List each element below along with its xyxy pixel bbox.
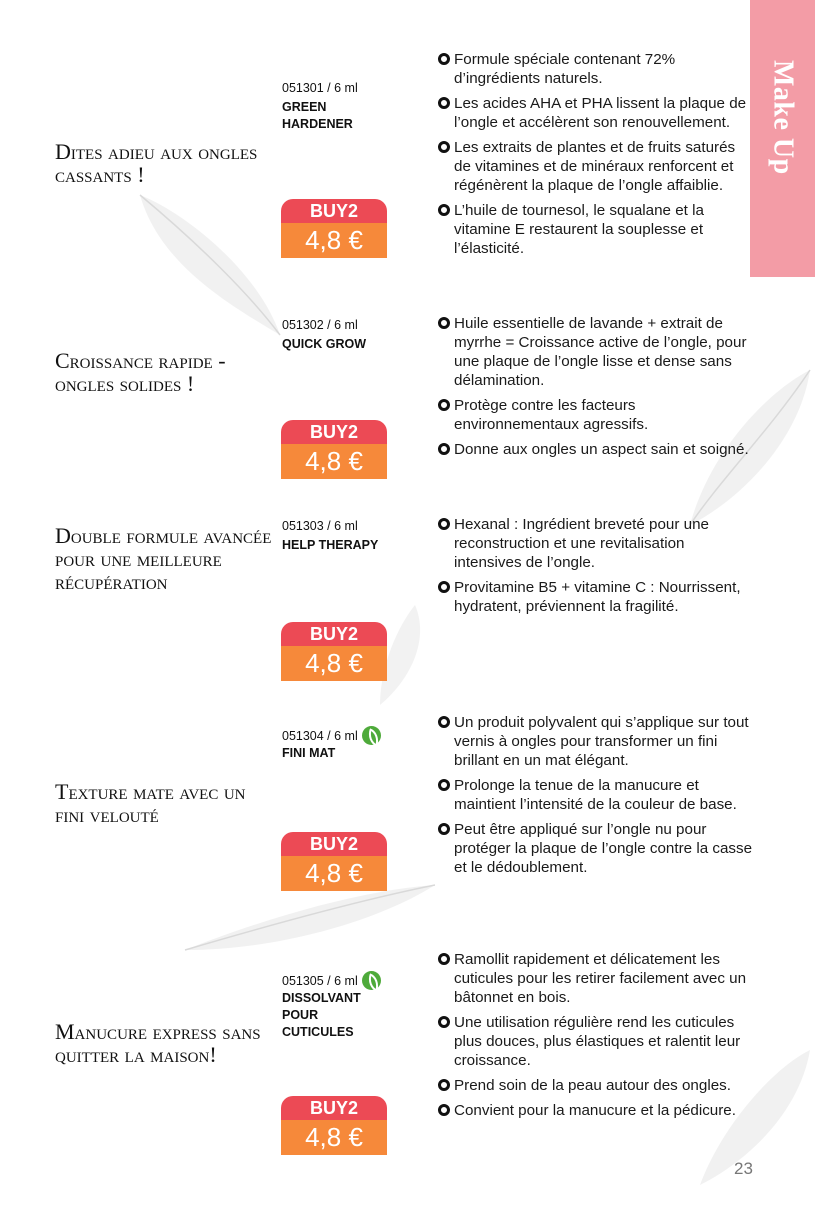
feature-item: Convient pour la manucure et la pédicure. — [438, 1101, 756, 1120]
badge-offer: BUY2 — [281, 622, 387, 646]
feather-decoration — [120, 185, 290, 345]
feature-list — [438, 515, 756, 622]
feature-list — [438, 314, 756, 465]
price-badge — [281, 1096, 387, 1155]
product-code-text: 051304 / 6 ml — [282, 728, 358, 743]
feature-item: Les acides AHA et PHA lissent la plaque de l’ongle et accélèrent son renouvellement. — [438, 94, 756, 132]
product-headline: Dites adieu aux ongles cassants ! — [55, 139, 258, 187]
product-name: HELP THERAPY — [282, 538, 379, 552]
product-name: DISSOLVANT POUR CUTICULES — [282, 991, 361, 1039]
badge-price: 4,8 € — [281, 444, 387, 479]
feature-list — [438, 50, 756, 264]
bullet-icon — [438, 1016, 450, 1028]
product-name: QUICK GROW — [282, 337, 367, 351]
product-headline: Croissance rapide - ongles solides ! — [55, 348, 226, 396]
feature-item: Prolonge la tenue de la manucure et maintient l’intensité de la couleur de base. — [438, 776, 756, 814]
page-number: 23 — [734, 1159, 753, 1178]
product-code — [282, 318, 358, 332]
price-badge — [281, 420, 387, 479]
badge-price: 4,8 € — [281, 223, 387, 258]
product-headline: Manucure express sans quitter la maison! — [55, 1019, 261, 1067]
badge-offer: BUY2 — [281, 832, 387, 856]
feature-item: Provitamine B5 + vitamine C : Nourrissent, hydratent, préviennent la fragilité. — [438, 578, 756, 616]
bullet-icon — [438, 518, 450, 530]
product-headline: Double formule avancée pour une meilleure récupération — [55, 523, 272, 594]
product-name: FINI MAT — [282, 746, 336, 760]
feather-decoration — [180, 880, 440, 960]
feature-item: Une utilisation régulière rend les cuticules plus douces, plus élastiques et ralentit leur croissance. — [438, 1013, 756, 1070]
product-code — [282, 519, 358, 533]
bullet-icon — [438, 581, 450, 593]
bullet-icon — [438, 399, 450, 411]
price-badge — [281, 622, 387, 681]
product-code — [282, 971, 381, 990]
badge-price: 4,8 € — [281, 856, 387, 891]
bullet-icon — [438, 716, 450, 728]
bullet-icon — [438, 1079, 450, 1091]
feature-list — [438, 950, 756, 1126]
product-code-text: 051301 / 6 ml — [282, 81, 358, 95]
price-badge — [281, 199, 387, 258]
bullet-icon — [438, 953, 450, 965]
feature-item: Un produit polyvalent qui s’applique sur tout vernis à ongles pour transformer un fini brillant en un mat élégant. — [438, 713, 756, 770]
feature-list — [438, 713, 756, 883]
section-tab-label: Make Up — [767, 60, 799, 175]
feature-item: Donne aux ongles un aspect sain et soigné. — [438, 440, 756, 459]
feature-item: Peut être appliqué sur l’ongle nu pour protéger la plaque de l’ongle contre la casse et le dédoublement. — [438, 820, 756, 877]
bullet-icon — [438, 443, 450, 455]
price-badge — [281, 832, 387, 891]
feature-item: Formule spéciale contenant 72% d’ingrédients naturels. — [438, 50, 756, 88]
bullet-icon — [438, 317, 450, 329]
badge-price: 4,8 € — [281, 646, 387, 681]
bullet-icon — [438, 823, 450, 835]
product-code — [282, 726, 381, 745]
bullet-icon — [438, 53, 450, 65]
leaf-icon — [362, 971, 381, 990]
product-name: GREEN HARDENER — [282, 100, 353, 131]
badge-offer: BUY2 — [281, 1096, 387, 1120]
bullet-icon — [438, 779, 450, 791]
leaf-icon — [362, 726, 381, 745]
product-code-text: 051302 / 6 ml — [282, 318, 358, 332]
product-headline: Texture mate avec un fini velouté — [55, 779, 246, 827]
feature-item: Ramollit rapidement et délicatement les cuticules pour les retirer facilement avec un bâtonnet en bois. — [438, 950, 756, 1007]
badge-offer: BUY2 — [281, 199, 387, 223]
feature-item: Prend soin de la peau autour des ongles. — [438, 1076, 756, 1095]
feature-item: Protège contre les facteurs environnementaux agressifs. — [438, 396, 756, 434]
feature-item: L’huile de tournesol, le squalane et la vitamine E restaurent la souplesse et l’élasticité. — [438, 201, 756, 258]
product-code-text: 051305 / 6 ml — [282, 973, 358, 988]
product-code — [282, 81, 358, 95]
section-tab-make-up[interactable] — [750, 0, 815, 277]
bullet-icon — [438, 97, 450, 109]
bullet-icon — [438, 1104, 450, 1116]
feature-item: Hexanal : Ingrédient breveté pour une reconstruction et une revitalisation intensives de l’ongle. — [438, 515, 756, 572]
badge-price: 4,8 € — [281, 1120, 387, 1155]
bullet-icon — [438, 204, 450, 216]
badge-offer: BUY2 — [281, 420, 387, 444]
feature-item: Huile essentielle de lavande + extrait de myrrhe = Croissance active de l’ongle, pour une plaque de l’ongle lisse et dense sans délamination. — [438, 314, 756, 390]
bullet-icon — [438, 141, 450, 153]
feature-item: Les extraits de plantes et de fruits saturés de vitamines et de minéraux renforcent et régénèrent la plaque de l’ongle affaiblie. — [438, 138, 756, 195]
product-code-text: 051303 / 6 ml — [282, 519, 358, 533]
